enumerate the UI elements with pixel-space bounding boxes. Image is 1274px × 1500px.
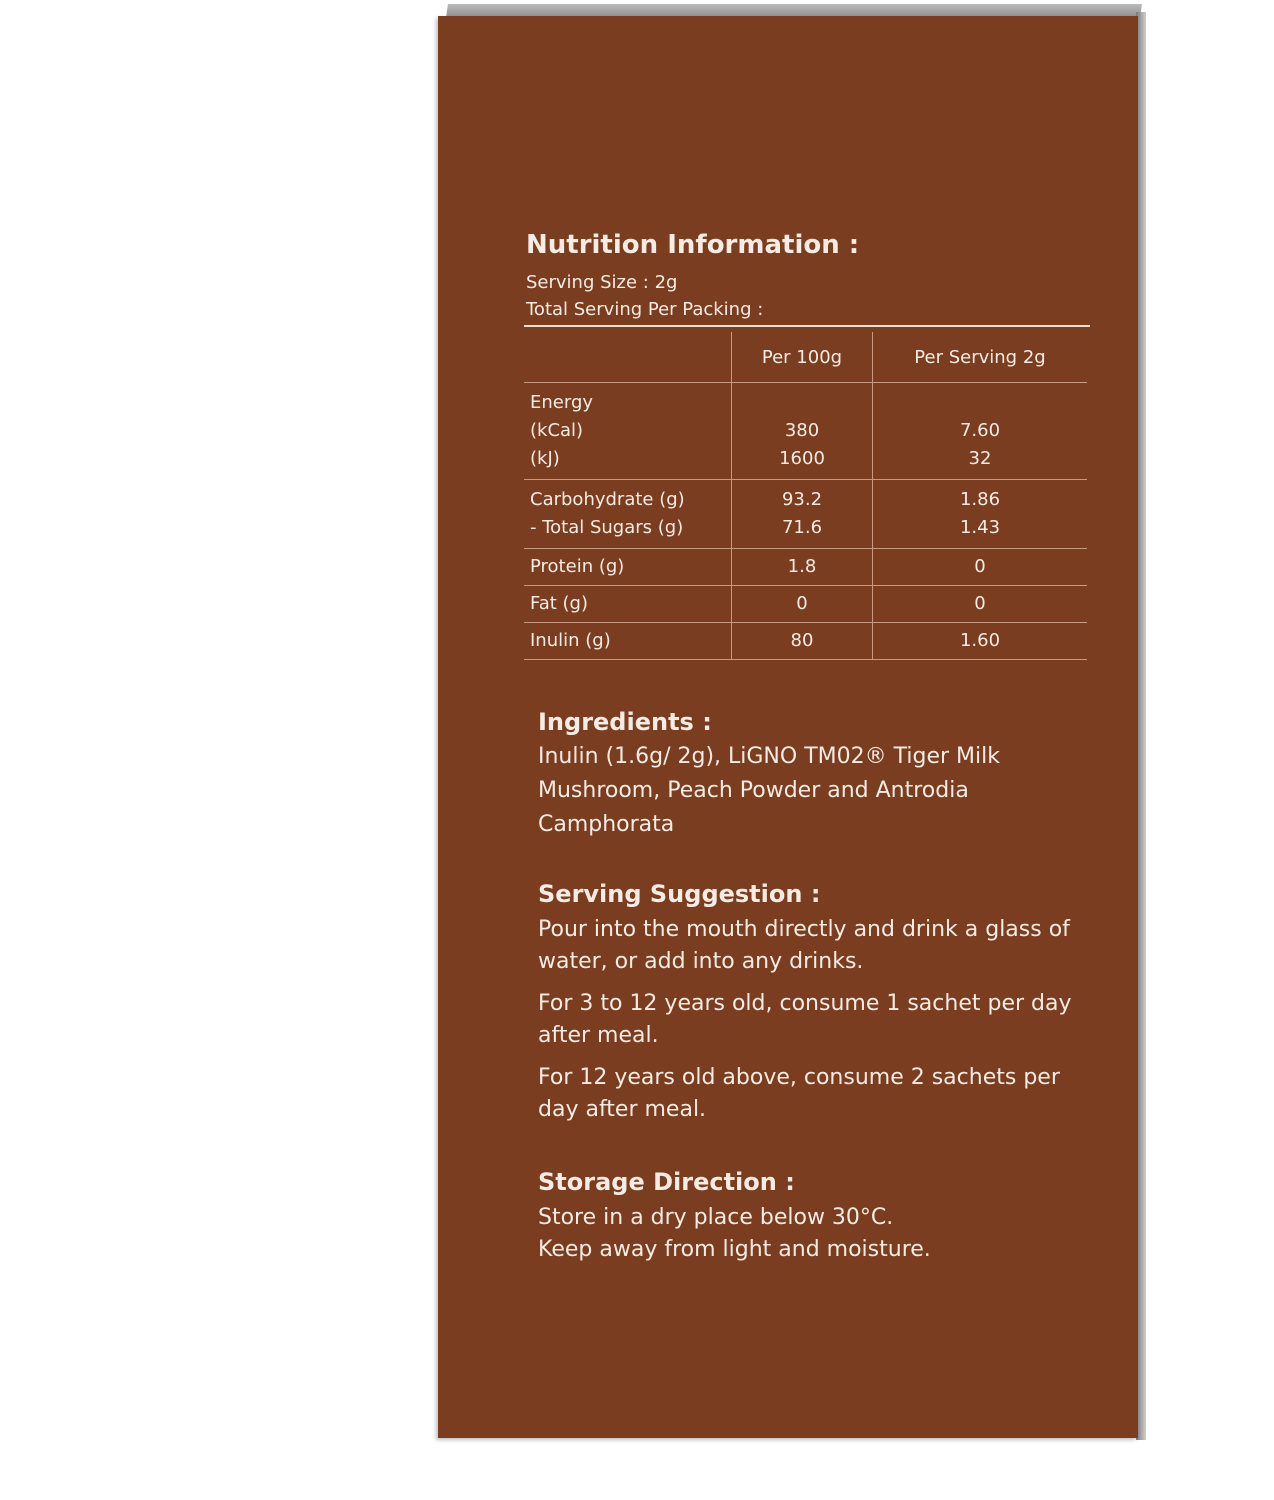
nutrient-label-cell (524, 383, 732, 480)
serving-suggestion-paragraph: For 3 to 12 years old, consume 1 sachet per day after meal. (538, 991, 1072, 1048)
value-per-serving: 0 (974, 593, 986, 614)
nutrient-label: - Total Sugars (g) (530, 517, 684, 538)
serving-suggestion-paragraph: Pour into the mouth directly and drink a glass of water, or add into any drinks. (538, 917, 1070, 974)
value-per-100g: 380 (784, 420, 820, 441)
value-per-100g: 1600 (779, 448, 825, 469)
nutrient-label: Energy (530, 392, 594, 413)
nutrition-row (524, 480, 1087, 549)
value-per-100g: 0 (796, 593, 808, 614)
serving-suggestion-paragraph: For 12 years old above, consume 2 sachets per day after meal. (538, 1065, 1060, 1122)
value-per-100g-cell (732, 586, 873, 623)
nutrition-row (524, 586, 1087, 623)
storage-title: Storage Direction : (538, 1168, 795, 1196)
value-per-100g-cell (732, 480, 873, 549)
value-per-100g (738, 389, 866, 417)
value-per-serving: 1.43 (959, 517, 1001, 538)
header-cell-per-100g: Per 100g (732, 332, 873, 383)
value-per-100g: 80 (790, 630, 814, 651)
ingredients-title: Ingredients : (538, 708, 712, 736)
ingredients-text: Inulin (1.6g/ 2g), LiGNO TM02® Tiger Milk Mushroom, Peach Powder and Antrodia Camphorata (538, 744, 1000, 837)
value-per-serving-cell (873, 549, 1088, 586)
storage-section (538, 1166, 1098, 1266)
nutrient-label: Carbohydrate (g) (530, 489, 685, 510)
nutrient-label-cell (524, 623, 732, 660)
nutrition-title: Nutrition Information : (526, 230, 860, 260)
nutrient-label-cell (524, 549, 732, 586)
nutrient-label: Fat (g) (530, 593, 588, 614)
value-per-serving-cell (873, 586, 1088, 623)
nutrition-table (524, 332, 1087, 660)
value-per-serving-cell (873, 623, 1088, 660)
nutrition-divider (524, 325, 1090, 327)
header-cell-per-serving: Per Serving 2g (873, 332, 1088, 383)
value-per-serving: 0 (974, 556, 986, 577)
nutrition-row (524, 383, 1087, 480)
serving-suggestion-section (538, 878, 1098, 1126)
value-per-100g: 93.2 (781, 489, 823, 510)
serving-suggestion-title: Serving Suggestion : (538, 880, 821, 908)
value-per-100g-cell (732, 383, 873, 480)
value-per-100g-cell (732, 549, 873, 586)
nutrient-label: (kJ) (530, 448, 560, 469)
value-per-100g: 1.8 (787, 556, 817, 577)
nutrient-label: (kCal) (530, 420, 584, 441)
nutrition-header-row (524, 332, 1087, 383)
value-per-serving-cell (873, 480, 1088, 549)
value-per-serving (879, 389, 1081, 417)
value-per-serving: 32 (968, 448, 992, 469)
serving-size: Serving Size : 2g (526, 272, 678, 293)
value-per-100g: 71.6 (781, 517, 823, 538)
header-cell-nutrient (524, 332, 732, 383)
value-per-serving: 7.60 (959, 420, 1001, 441)
nutrient-label: Inulin (g) (530, 630, 611, 651)
nutrition-row (524, 623, 1087, 660)
value-per-100g-cell (732, 623, 873, 660)
storage-line: Store in a dry place below 30°C. (538, 1205, 894, 1230)
total-serving: Total Serving Per Packing : (526, 299, 764, 320)
package-back-panel (438, 16, 1138, 1438)
nutrition-row (524, 549, 1087, 586)
value-per-serving: 1.86 (959, 489, 1001, 510)
nutrient-label-cell (524, 586, 732, 623)
storage-line: Keep away from light and moisture. (538, 1237, 931, 1262)
value-per-serving: 1.60 (959, 630, 1001, 651)
nutrient-label: Protein (g) (530, 556, 625, 577)
value-per-serving-cell (873, 383, 1088, 480)
nutrient-label-cell (524, 480, 732, 549)
ingredients-section (538, 706, 1098, 842)
